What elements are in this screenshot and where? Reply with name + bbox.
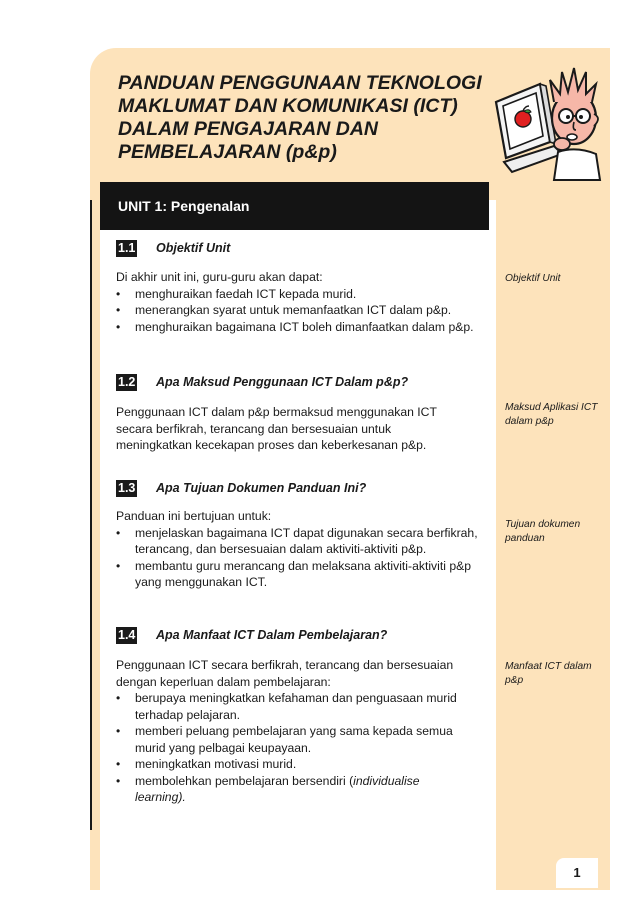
title-line: PANDUAN PENGGUNAAN TEKNOLOGI <box>118 72 482 94</box>
side-note: Manfaat ICT dalam p&p <box>505 661 592 686</box>
list-item: • membantu guru merancang dan melaksana aktiviti-aktiviti p&p yang menggunakan ICT. <box>116 558 482 591</box>
section-paragraph: Penggunaan ICT dalam p&p bermaksud menggunakan ICT secara berfikrah, terancang dan bersesuaian untuk meningkatkan kecekapan proses dan keberkesanan p&p. <box>116 405 437 452</box>
section-body <box>116 269 486 335</box>
section-intro: Penggunaan ICT secara berfikrah, terancang dan bersesuaian dengan keperluan dalam pembelajaran: <box>116 658 454 689</box>
section-intro: Di akhir unit ini, guru-guru akan dapat: <box>116 270 323 284</box>
unit-heading: UNIT 1: Pengenalan <box>100 182 489 230</box>
list-item: • menjelaskan bagaimana ICT dapat digunakan secara berfikrah, terancang, dan bersesuaian dalam aktiviti-aktiviti p&p. <box>116 525 482 558</box>
section-intro: Panduan ini bertujuan untuk: <box>116 509 272 523</box>
section-title: Objektif Unit <box>156 241 231 255</box>
section-number: 1.1 <box>118 241 136 255</box>
list-item: • meningkatkan motivasi murid. <box>116 756 486 773</box>
section-number: 1.3 <box>118 481 136 495</box>
bullet-list <box>116 690 486 806</box>
list-item: • memberi peluang pembelajaran yang sama kepada semua murid yang pelbagai keupayaan. <box>116 723 486 756</box>
document-title <box>118 72 498 164</box>
side-note: Tujuan dokumen panduan <box>505 519 581 544</box>
title-line: PEMBELAJARAN (p&p) <box>118 141 337 163</box>
section-body <box>116 657 486 806</box>
list-item: • menerangkan syarat untuk memanfaatkan ICT dalam p&p. <box>116 302 486 319</box>
section-number: 1.4 <box>118 628 136 642</box>
list-item: • menghuraikan bagaimana ICT boleh dimanfaatkan dalam p&p. <box>116 319 486 336</box>
page-number: 1 <box>556 858 598 888</box>
list-item-italic-text: individualise learning). <box>135 773 420 804</box>
bullet-list <box>116 286 486 336</box>
section-title: Apa Tujuan Dokumen Panduan Ini? <box>156 481 367 495</box>
list-item <box>116 773 486 806</box>
side-note: Maksud Aplikasi ICT dalam p&p <box>505 402 598 427</box>
section-title: Apa Manfaat ICT Dalam Pembelajaran? <box>156 628 388 642</box>
left-margin-rule <box>90 200 92 830</box>
section-number: 1.2 <box>118 375 136 389</box>
list-item: • menghuraikan faedah ICT kepada murid. <box>116 286 486 303</box>
cartoon-student-at-computer-icon <box>488 62 604 182</box>
list-item: • berupaya meningkatkan kefahaman dan penguasaan murid terhadap pelajaran. <box>116 690 486 723</box>
side-note: Objektif Unit <box>505 273 561 284</box>
section-body <box>116 508 482 591</box>
section-title: Apa Maksud Penggunaan ICT Dalam p&p? <box>156 375 409 389</box>
list-item-text: membolehkan pembelajaran bersendiri ( <box>135 773 354 788</box>
bullet-list <box>116 525 482 591</box>
title-line: MAKLUMAT DAN KOMUNIKASI (ICT) <box>118 95 458 117</box>
title-line: DALAM PENGAJARAN DAN <box>118 118 379 140</box>
